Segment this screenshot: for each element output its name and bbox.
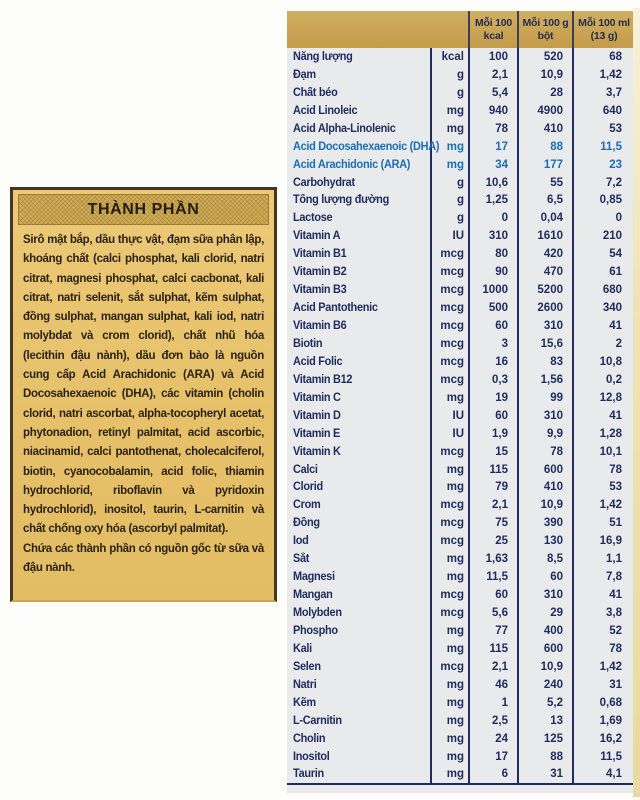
- unit-cell: g: [430, 174, 468, 192]
- value-per-100kcal-cell: 2,5: [468, 712, 517, 730]
- unit-cell: g: [430, 66, 468, 84]
- table-row: [287, 550, 634, 568]
- unit-cell: g: [430, 84, 468, 102]
- value-per-100ml-cell: 1,42: [572, 66, 634, 84]
- header-spacer-cell: [287, 11, 468, 48]
- unit-cell: IU: [430, 425, 468, 443]
- nutrient-name-cell: L-Carnitin: [293, 714, 342, 727]
- value-per-100ml-cell: 3,8: [572, 604, 634, 622]
- value-per-100kcal-cell: 17: [468, 748, 517, 766]
- nutrient-name-cell: Năng lượng: [293, 50, 353, 63]
- value-per-100ml-cell: 12,8: [572, 389, 634, 407]
- table-row: [287, 389, 634, 407]
- table-row: [287, 138, 634, 156]
- value-per-100kcal-cell: 1: [468, 694, 517, 712]
- table-row: [287, 479, 634, 497]
- table-row: [287, 353, 634, 371]
- nutrient-name-cell: Carbohydrat: [293, 176, 355, 189]
- value-per-100g-cell: 470: [517, 263, 572, 281]
- value-per-100kcal-cell: 60: [468, 317, 517, 335]
- table-row: [287, 120, 634, 138]
- value-per-100ml-cell: 53: [572, 120, 634, 138]
- value-per-100kcal-cell: 2,1: [468, 496, 517, 514]
- value-per-100ml-cell: 10,8: [572, 353, 634, 371]
- nutrient-name-cell: Acid Linoleic: [293, 104, 358, 117]
- value-per-100kcal-cell: 1,9: [468, 425, 517, 443]
- table-row: [287, 407, 634, 425]
- unit-cell: mg: [430, 766, 468, 784]
- nutrient-name-cell: Kali: [293, 642, 312, 655]
- table-row: [287, 371, 634, 389]
- table-row: [287, 317, 634, 335]
- value-per-100ml-cell: 0,2: [572, 371, 634, 389]
- value-per-100ml-cell: 640: [572, 102, 634, 120]
- value-per-100g-cell: 10,9: [517, 496, 572, 514]
- value-per-100kcal-cell: 34: [468, 156, 517, 174]
- value-per-100g-cell: 31: [517, 766, 572, 784]
- nutrient-name-cell: Acid Alpha-Linolenic: [293, 122, 396, 135]
- table-row: [287, 604, 634, 622]
- value-per-100kcal-cell: 115: [468, 640, 517, 658]
- nutrient-name-cell: Selen: [293, 660, 321, 673]
- value-per-100ml-cell: 2: [572, 335, 634, 353]
- value-per-100kcal-cell: 2,1: [468, 66, 517, 84]
- nutrient-name-cell: Cholin: [293, 732, 326, 745]
- table-row: [287, 299, 634, 317]
- value-per-100kcal-cell: 16: [468, 353, 517, 371]
- nutrient-name-cell: Vitamin B6: [293, 320, 347, 333]
- value-per-100g-cell: 29: [517, 604, 572, 622]
- value-per-100kcal-cell: 1,25: [468, 192, 517, 210]
- table-row: [287, 532, 634, 550]
- header-per-100ml: Mỗi 100 ml (13 g): [572, 11, 634, 48]
- value-per-100kcal-cell: 0: [468, 209, 517, 227]
- nutrient-name-cell: Natri: [293, 678, 317, 691]
- value-per-100g-cell: 390: [517, 514, 572, 532]
- value-per-100ml-cell: 61: [572, 263, 634, 281]
- table-row: [287, 209, 634, 227]
- value-per-100g-cell: 88: [517, 138, 572, 156]
- value-per-100g-cell: 10,9: [517, 66, 572, 84]
- allergen-note: Chứa các thành phần có nguồn gốc từ sữa và đậu nành.: [23, 542, 264, 575]
- value-per-100kcal-cell: 46: [468, 676, 517, 694]
- value-per-100g-cell: 2600: [517, 299, 572, 317]
- table-row: [287, 568, 634, 586]
- value-per-100g-cell: 310: [517, 586, 572, 604]
- ingredients-title-band: [18, 194, 269, 225]
- table-row: [287, 174, 634, 192]
- value-per-100g-cell: 600: [517, 640, 572, 658]
- unit-cell: mcg: [430, 496, 468, 514]
- table-row: [287, 766, 634, 784]
- table-row: [287, 712, 634, 730]
- unit-cell: mcg: [430, 263, 468, 281]
- unit-cell: mcg: [430, 443, 468, 461]
- nutrient-name-cell: Đồng: [293, 517, 320, 530]
- value-per-100kcal-cell: 115: [468, 461, 517, 479]
- nutrient-name-cell: Inositol: [293, 750, 330, 763]
- value-per-100ml-cell: 340: [572, 299, 634, 317]
- value-per-100g-cell: 310: [517, 317, 572, 335]
- value-per-100g-cell: 310: [517, 407, 572, 425]
- value-per-100ml-cell: 41: [572, 317, 634, 335]
- unit-cell: mg: [430, 640, 468, 658]
- value-per-100g-cell: 99: [517, 389, 572, 407]
- value-per-100kcal-cell: 75: [468, 514, 517, 532]
- value-per-100ml-cell: 1,42: [572, 658, 634, 676]
- nutrient-name-cell: Clorid: [293, 481, 323, 494]
- nutrient-name-cell: Vitamin B3: [293, 284, 347, 297]
- value-per-100g-cell: 600: [517, 461, 572, 479]
- value-per-100g-cell: 60: [517, 568, 572, 586]
- table-row: [287, 263, 634, 281]
- table-row: [287, 586, 634, 604]
- value-per-100ml-cell: 52: [572, 622, 634, 640]
- unit-cell: mg: [430, 676, 468, 694]
- nutrient-name-cell: Acid Pantothenic: [293, 302, 378, 315]
- value-per-100g-cell: 400: [517, 622, 572, 640]
- table-row: [287, 694, 634, 712]
- table-row: [287, 84, 634, 102]
- value-per-100ml-cell: 680: [572, 281, 634, 299]
- nutrient-name-cell: Biotin: [293, 337, 323, 350]
- unit-cell: mg: [430, 120, 468, 138]
- value-per-100kcal-cell: 60: [468, 586, 517, 604]
- table-row: [287, 66, 634, 84]
- table-row: [287, 245, 634, 263]
- nutrient-name-cell: Magnesi: [293, 571, 335, 584]
- value-per-100kcal-cell: 310: [468, 227, 517, 245]
- value-per-100ml-cell: 7,8: [572, 568, 634, 586]
- unit-cell: mg: [430, 550, 468, 568]
- unit-cell: mcg: [430, 658, 468, 676]
- value-per-100g-cell: 6,5: [517, 192, 572, 210]
- unit-cell: IU: [430, 227, 468, 245]
- value-per-100ml-cell: 0: [572, 209, 634, 227]
- nutrient-name-cell: Iod: [293, 535, 309, 548]
- table-row: [287, 496, 634, 514]
- nutrient-name-cell: Sắt: [293, 553, 310, 566]
- unit-cell: mg: [430, 479, 468, 497]
- unit-cell: mcg: [430, 604, 468, 622]
- table-row: [287, 730, 634, 748]
- value-per-100ml-cell: 11,5: [572, 748, 634, 766]
- value-per-100ml-cell: 7,2: [572, 174, 634, 192]
- nutrient-name-cell: Vitamin B12: [293, 373, 353, 386]
- value-per-100g-cell: 410: [517, 479, 572, 497]
- value-per-100ml-cell: 23: [572, 156, 634, 174]
- value-per-100kcal-cell: 90: [468, 263, 517, 281]
- value-per-100kcal-cell: 940: [468, 102, 517, 120]
- header-per-100g: Mỗi 100 g bột: [517, 11, 572, 48]
- unit-cell: mcg: [430, 353, 468, 371]
- table-row: [287, 658, 634, 676]
- value-per-100kcal-cell: 2,1: [468, 658, 517, 676]
- unit-cell: mg: [430, 461, 468, 479]
- value-per-100g-cell: 15,6: [517, 335, 572, 353]
- value-per-100ml-cell: 16,9: [572, 532, 634, 550]
- value-per-100ml-cell: 78: [572, 461, 634, 479]
- table-row: [287, 192, 634, 210]
- value-per-100ml-cell: 0,85: [572, 192, 634, 210]
- unit-cell: mg: [430, 156, 468, 174]
- unit-cell: mg: [430, 389, 468, 407]
- unit-cell: mcg: [430, 281, 468, 299]
- value-per-100kcal-cell: 60: [468, 407, 517, 425]
- value-per-100kcal-cell: 500: [468, 299, 517, 317]
- value-per-100ml-cell: 41: [572, 407, 634, 425]
- value-per-100kcal-cell: 11,5: [468, 568, 517, 586]
- unit-cell: mcg: [430, 335, 468, 353]
- nutrient-name-cell: Mangan: [293, 589, 333, 602]
- nutrient-name-cell: Calci: [293, 463, 318, 476]
- value-per-100g-cell: 130: [517, 532, 572, 550]
- nutrient-name-cell: Acid Folic: [293, 355, 343, 368]
- value-per-100ml-cell: 1,28: [572, 425, 634, 443]
- unit-cell: g: [430, 192, 468, 210]
- nutrient-name-cell: Acid Docosahexaenoic (DHA): [293, 140, 440, 153]
- value-per-100g-cell: 5,2: [517, 694, 572, 712]
- value-per-100kcal-cell: 19: [468, 389, 517, 407]
- value-per-100kcal-cell: 17: [468, 138, 517, 156]
- ingredients-text: Sirô mật bắp, dầu thực vật, đạm sữa phân lập, khoáng chất (calci phosphat, kali clorid, natri citrat, magnesi phosphat, calci cacbonat, kali citrat, natri selenit, sắt sulphat, kẽm sulphat, đồng sulphat, mangan sulphat, kali iod, natri molybdat và crom clorid), chất nhũ hóa (lecithin đậu nành), dầu đơn bào là nguồn cung cấp Acid Arachidonic (ARA) và Acid Docosahexaenoic (DHA), các vitamin (cholin clorid, natri ascorbat, alpha-tocopheryl acetat, phytonadion, retinyl palmitat, acid ascorbic, niacinamid, calci pantothenat, cholecalciferol, biotin, cyanocobalamin, acid folic, thiamin hydrochlorid, riboflavin và pyridoxin hydrochlorid), inositol, taurin, L-carnitin và chất chống oxy hóa (ascorbyl palmitat).: [23, 234, 264, 536]
- unit-cell: mg: [430, 622, 468, 640]
- table-row: [287, 48, 634, 66]
- table-row: [287, 640, 634, 658]
- unit-cell: mcg: [430, 317, 468, 335]
- unit-cell: mg: [430, 712, 468, 730]
- unit-cell: mg: [430, 694, 468, 712]
- value-per-100kcal-cell: 0,3: [468, 371, 517, 389]
- value-per-100ml-cell: 16,2: [572, 730, 634, 748]
- nutrient-name-cell: Acid Arachidonic (ARA): [293, 158, 411, 171]
- table-row: [287, 461, 634, 479]
- value-per-100g-cell: 9,9: [517, 425, 572, 443]
- nutrient-name-cell: Vitamin B1: [293, 248, 347, 261]
- value-per-100kcal-cell: 1000: [468, 281, 517, 299]
- value-per-100g-cell: 1,56: [517, 371, 572, 389]
- value-per-100kcal-cell: 100: [468, 48, 517, 66]
- nutrient-name-cell: Crom: [293, 499, 321, 512]
- nutrient-name-cell: Chất béo: [293, 86, 338, 99]
- package-edge: [633, 8, 640, 797]
- unit-cell: mcg: [430, 586, 468, 604]
- value-per-100g-cell: 78: [517, 443, 572, 461]
- nutrition-table-card: [287, 11, 634, 793]
- value-per-100g-cell: 177: [517, 156, 572, 174]
- nutrient-name-cell: Kẽm: [293, 696, 316, 709]
- value-per-100ml-cell: 3,7: [572, 84, 634, 102]
- unit-cell: g: [430, 209, 468, 227]
- value-per-100g-cell: 410: [517, 120, 572, 138]
- unit-cell: mcg: [430, 532, 468, 550]
- table-row: [287, 748, 634, 766]
- table-row: [287, 676, 634, 694]
- unit-cell: mcg: [430, 514, 468, 532]
- value-per-100kcal-cell: 25: [468, 532, 517, 550]
- unit-cell: IU: [430, 407, 468, 425]
- ingredients-panel: [10, 187, 277, 602]
- table-row: [287, 425, 634, 443]
- value-per-100g-cell: 10,9: [517, 658, 572, 676]
- value-per-100ml-cell: 51: [572, 514, 634, 532]
- value-per-100kcal-cell: 77: [468, 622, 517, 640]
- nutrition-table-body: [287, 48, 634, 785]
- value-per-100g-cell: 125: [517, 730, 572, 748]
- nutrient-name-cell: Tổng lượng đường: [293, 194, 389, 207]
- nutrient-name-cell: Đạm: [293, 68, 316, 81]
- nutrient-name-cell: Vitamin C: [293, 391, 341, 404]
- value-per-100ml-cell: 1,42: [572, 496, 634, 514]
- nutrient-name-cell: Taurin: [293, 768, 324, 781]
- value-per-100ml-cell: 0,68: [572, 694, 634, 712]
- table-row: [287, 156, 634, 174]
- value-per-100ml-cell: 11,5: [572, 138, 634, 156]
- value-per-100ml-cell: 10,1: [572, 443, 634, 461]
- nutrient-name-cell: Vitamin E: [293, 427, 341, 440]
- header-per-100kcal: Mỗi 100 kcal: [468, 11, 517, 48]
- table-row: [287, 227, 634, 245]
- value-per-100kcal-cell: 10,6: [468, 174, 517, 192]
- unit-cell: mcg: [430, 245, 468, 263]
- value-per-100kcal-cell: 3: [468, 335, 517, 353]
- nutrient-name-cell: Vitamin B2: [293, 266, 347, 279]
- value-per-100kcal-cell: 15: [468, 443, 517, 461]
- value-per-100ml-cell: 54: [572, 245, 634, 263]
- value-per-100g-cell: 1610: [517, 227, 572, 245]
- unit-cell: mcg: [430, 371, 468, 389]
- value-per-100g-cell: 240: [517, 676, 572, 694]
- value-per-100g-cell: 88: [517, 748, 572, 766]
- table-row: [287, 281, 634, 299]
- value-per-100ml-cell: 68: [572, 48, 634, 66]
- value-per-100kcal-cell: 79: [468, 479, 517, 497]
- value-per-100kcal-cell: 1,63: [468, 550, 517, 568]
- nutrient-name-cell: Vitamin K: [293, 445, 341, 458]
- table-row: [287, 514, 634, 532]
- value-per-100g-cell: 0,04: [517, 209, 572, 227]
- value-per-100ml-cell: 41: [572, 586, 634, 604]
- value-per-100g-cell: 4900: [517, 102, 572, 120]
- nutrient-name-cell: Phospho: [293, 624, 338, 637]
- unit-cell: mg: [430, 748, 468, 766]
- value-per-100ml-cell: 210: [572, 227, 634, 245]
- unit-cell: kcal: [430, 48, 468, 66]
- value-per-100ml-cell: 53: [572, 479, 634, 497]
- value-per-100g-cell: 55: [517, 174, 572, 192]
- value-per-100ml-cell: 4,1: [572, 766, 634, 784]
- value-per-100g-cell: 28: [517, 84, 572, 102]
- value-per-100g-cell: 5200: [517, 281, 572, 299]
- value-per-100ml-cell: 1,1: [572, 550, 634, 568]
- unit-cell: mcg: [430, 299, 468, 317]
- table-row: [287, 443, 634, 461]
- value-per-100ml-cell: 78: [572, 640, 634, 658]
- table-row: [287, 335, 634, 353]
- value-per-100kcal-cell: 5,6: [468, 604, 517, 622]
- unit-cell: mg: [430, 102, 468, 120]
- unit-cell: mg: [430, 568, 468, 586]
- nutrition-table-header: [287, 11, 634, 48]
- table-row: [287, 622, 634, 640]
- nutrient-name-cell: Vitamin A: [293, 230, 341, 243]
- value-per-100g-cell: 83: [517, 353, 572, 371]
- nutrient-name-cell: Lactose: [293, 212, 333, 225]
- value-per-100kcal-cell: 24: [468, 730, 517, 748]
- value-per-100kcal-cell: 80: [468, 245, 517, 263]
- value-per-100ml-cell: 1,69: [572, 712, 634, 730]
- value-per-100g-cell: 8,5: [517, 550, 572, 568]
- value-per-100kcal-cell: 78: [468, 120, 517, 138]
- value-per-100g-cell: 420: [517, 245, 572, 263]
- value-per-100g-cell: 13: [517, 712, 572, 730]
- unit-cell: mg: [430, 138, 468, 156]
- table-row: [287, 102, 634, 120]
- ingredients-title: THÀNH PHẦN: [87, 200, 200, 218]
- value-per-100g-cell: 520: [517, 48, 572, 66]
- value-per-100ml-cell: 31: [572, 676, 634, 694]
- nutrient-name-cell: Vitamin D: [293, 409, 341, 422]
- value-per-100kcal-cell: 5,4: [468, 84, 517, 102]
- value-per-100kcal-cell: 6: [468, 766, 517, 784]
- unit-cell: mg: [430, 730, 468, 748]
- nutrient-name-cell: Molybden: [293, 607, 342, 620]
